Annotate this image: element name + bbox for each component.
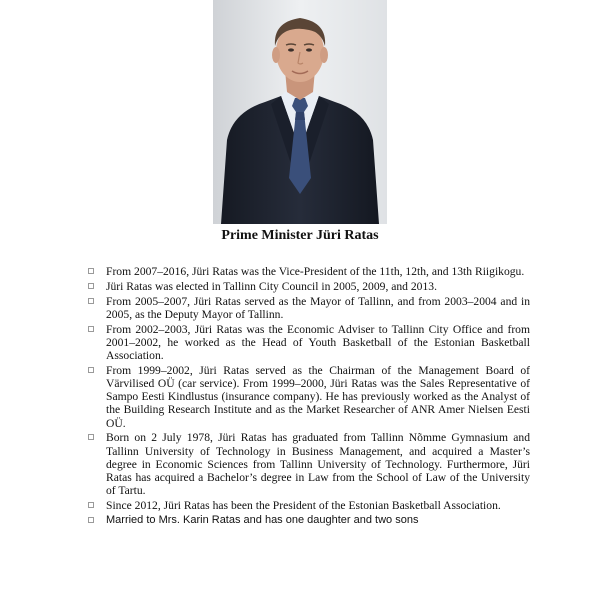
list-item: [88, 514, 530, 527]
empty-square-bullet-icon: [88, 298, 94, 304]
empty-square-bullet-icon: [88, 502, 94, 508]
list-item-text: Married to Mrs. Karin Ratas and has one daughter and two sons: [106, 513, 419, 526]
list-item-text: From 2002–2003, Jüri Ratas was the Economic Adviser to Tallinn City Office and from 2001–2002, he worked as the Head of Youth Basketball of the Estonian Basketball Association.: [106, 322, 530, 362]
empty-square-bullet-icon: [88, 283, 94, 289]
portrait-photo: [213, 0, 387, 224]
list-item-text: Jüri Ratas was elected in Tallinn City Council in 2005, 2009, and 2013.: [106, 279, 437, 293]
empty-square-bullet-icon: [88, 367, 94, 373]
list-item: [88, 364, 530, 430]
list-item: [88, 280, 530, 293]
list-item-text: From 2005–2007, Jüri Ratas served as the Mayor of Tallinn, and from 2003–2004 and in 2005, as the Deputy Mayor of Tallinn.: [106, 294, 530, 321]
list-item-text: From 2007–2016, Jüri Ratas was the Vice-President of the 11th, 12th, and 13th Riigikogu.: [106, 265, 525, 278]
empty-square-bullet-icon: [88, 517, 94, 523]
photo-caption: Prime Minister Jüri Ratas: [221, 228, 379, 243]
list-item: [88, 431, 530, 497]
list-item: [88, 295, 530, 321]
portrait-illustration: [213, 0, 387, 224]
list-item-text: From 1999–2002, Jüri Ratas served as the Chairman of the Management Board of Värvilised OÜ (car service). From 1999–2000, Jüri Ratas was the Sales Representative of Sampo Eesti Kindlustus (insurance company). He has previously worked as the Analyst of the Building Research Institute and as the Market Researcher of ANR Amer Nielsen Eesti OÜ.: [106, 363, 530, 430]
list-item: [88, 323, 530, 363]
list-item-text: Born on 2 July 1978, Jüri Ratas has graduated from Tallinn Nõmme Gymnasium and Tallinn University of Technology in Business Management, and acquired a Master’s degree in Economic Sciences from Tallinn University of Technology. Furthermore, Jüri Ratas has acquired a Bachelor’s degree in Law from the School of Law of the University of Tartu.: [106, 431, 530, 498]
biography-list: [88, 265, 530, 529]
empty-square-bullet-icon: [88, 268, 94, 274]
empty-square-bullet-icon: [88, 326, 94, 332]
empty-square-bullet-icon: [88, 434, 94, 440]
list-item-text: Since 2012, Jüri Ratas has been the President of the Estonian Basketball Association.: [106, 499, 501, 513]
list-item: [88, 265, 530, 278]
list-item: [88, 499, 530, 512]
